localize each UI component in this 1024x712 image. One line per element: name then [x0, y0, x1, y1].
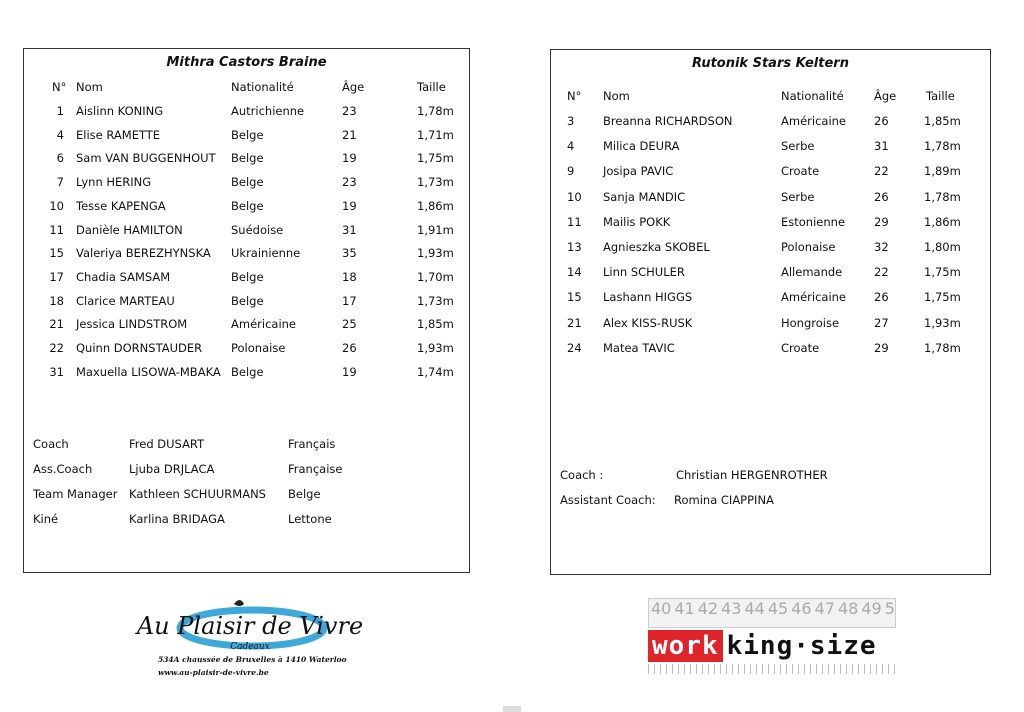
cell-nat: Belge	[231, 127, 264, 142]
cell-age: 26	[874, 290, 889, 305]
ruler-number: 41	[674, 599, 695, 618]
table-row	[24, 341, 469, 359]
cell-no: 11	[49, 222, 64, 237]
cell-nat: Américaine	[781, 290, 846, 305]
staff-role: Team Manager	[33, 487, 118, 501]
header-no: N°	[567, 89, 582, 103]
cell-nat: Serbe	[781, 189, 815, 204]
cell-taille: 1,85m	[924, 114, 961, 128]
cell-taille: 1,73m	[417, 175, 454, 190]
cell-age: 19	[342, 151, 357, 166]
cell-nat: Américaine	[781, 114, 846, 128]
cell-taille: 1,78m	[924, 340, 961, 355]
cell-taille: 1,71m	[417, 127, 454, 142]
cell-age: 35	[342, 246, 357, 261]
cell-nom: Quinn DORNSTAUDER	[76, 341, 203, 355]
staff-name: Fred DUSART	[129, 437, 205, 451]
cell-nat: Autrichienne	[231, 104, 305, 118]
cell-no: 22	[49, 341, 64, 355]
cell-age: 29	[874, 214, 889, 229]
cell-age: 19	[342, 198, 357, 213]
cell-age: 31	[342, 222, 357, 237]
cell-nom: Alex KISS-RUSK	[603, 315, 693, 330]
cell-taille: 1,93m	[417, 341, 454, 355]
cell-no: 13	[567, 240, 582, 254]
header-no: N°	[52, 80, 67, 94]
cell-nom: Milica DEURA	[603, 139, 680, 154]
header-age: Âge	[342, 80, 365, 94]
cell-nom: Breanna RICHARDSON	[603, 114, 733, 128]
cell-no: 17	[49, 269, 64, 284]
cell-age: 17	[342, 293, 357, 308]
cell-no: 18	[49, 293, 64, 308]
cell-age: 23	[342, 175, 357, 190]
table-header	[24, 80, 469, 98]
staff-name: Romina CIAPPINA	[674, 493, 774, 507]
table-row	[551, 265, 990, 283]
ruler-number: 5	[884, 599, 895, 618]
cell-nat: Belge	[231, 151, 264, 166]
table-row	[551, 240, 990, 258]
cell-no: 3	[567, 114, 575, 128]
cell-nom: Josipa PAVIC	[603, 164, 674, 179]
cell-no: 11	[567, 214, 582, 229]
staff-role: Kiné	[33, 512, 59, 526]
brand-king-size: king·size	[726, 631, 877, 661]
cell-no: 21	[49, 317, 64, 332]
sponsor-logo-working-size	[648, 598, 896, 676]
cell-nom: Lynn HERING	[76, 175, 152, 190]
ruler-strip	[648, 598, 896, 628]
table-row	[24, 175, 469, 193]
cell-nom: Matea TAVIC	[603, 340, 675, 355]
cell-nom: Elise RAMETTE	[76, 127, 161, 142]
cell-age: 22	[874, 265, 889, 280]
cell-age: 31	[874, 139, 889, 154]
staff-row	[24, 512, 469, 530]
cell-age: 25	[342, 317, 357, 332]
table-row	[551, 316, 990, 334]
page-indicator	[503, 706, 521, 712]
staff-row	[24, 487, 469, 505]
cell-nom: Jessica LINDSTROM	[76, 317, 188, 332]
cell-age: 26	[874, 114, 889, 128]
staff-name: Ljuba DRJLACA	[129, 462, 215, 476]
cell-taille: 1,78m	[924, 189, 961, 204]
cell-nat: Belge	[231, 364, 264, 379]
ruler-bottom	[648, 664, 896, 674]
cell-taille: 1,75m	[924, 290, 961, 305]
table-row	[551, 139, 990, 157]
cell-no: 14	[567, 265, 582, 280]
cell-nom: Lashann HIGGS	[603, 290, 693, 305]
cell-no: 1	[56, 104, 64, 118]
table-row	[551, 190, 990, 208]
ruler-number: 47	[814, 599, 835, 618]
table-row	[551, 290, 990, 308]
cell-nom: Tesse KAPENGA	[76, 198, 166, 213]
cell-nat: Belge	[231, 293, 264, 308]
cell-age: 26	[874, 189, 889, 204]
cell-taille: 1,70m	[417, 269, 454, 284]
staff-role: Coach :	[560, 468, 604, 482]
cell-no: 10	[49, 198, 64, 213]
cell-no: 7	[56, 175, 64, 190]
cell-nom: Linn SCHULER	[603, 265, 685, 280]
table-row	[24, 270, 469, 288]
brand-work: work	[648, 630, 723, 662]
cell-taille: 1,93m	[924, 315, 961, 330]
team-title: Mithra Castors Braine	[166, 55, 327, 70]
staff-nat: Française	[288, 462, 343, 476]
cell-nat: Estonienne	[781, 214, 846, 229]
cell-nom: Sanja MANDIC	[603, 189, 686, 204]
header-nom: Nom	[76, 80, 103, 94]
team-panel-right	[550, 49, 991, 575]
team-panel-left	[23, 48, 470, 573]
team-title: Rutonik Stars Keltern	[692, 56, 849, 71]
table-row	[24, 223, 469, 241]
ruler-number: 44	[744, 599, 765, 618]
table-row	[24, 128, 469, 146]
cell-nom: Aislinn KONING	[76, 104, 164, 118]
ruler-number: 40	[651, 599, 672, 618]
table-row	[24, 104, 469, 122]
cell-nat: Polonaise	[781, 240, 836, 254]
staff-nat: Belge	[288, 487, 321, 501]
cell-nom: Agnieszka SKOBEL	[603, 240, 710, 254]
ruler-number: 42	[697, 599, 719, 618]
cell-taille: 1,75m	[417, 151, 454, 166]
cell-no: 31	[49, 364, 64, 379]
table-row	[551, 164, 990, 182]
staff-name: Karlina BRIDAGA	[129, 512, 225, 526]
cell-no: 6	[56, 151, 64, 166]
staff-row	[551, 468, 990, 486]
table-row	[24, 365, 469, 383]
staff-role: Ass.Coach	[33, 462, 93, 476]
cell-nat: Ukrainienne	[231, 246, 301, 261]
cell-no: 4	[56, 127, 64, 142]
cell-age: 21	[342, 127, 357, 142]
cell-age: 22	[874, 164, 889, 179]
sponsor-name: Au Plaisir de Vivre	[136, 612, 364, 640]
staff-name: Kathleen SCHUURMANS	[129, 487, 266, 501]
staff-row	[24, 437, 469, 455]
staff-row	[551, 493, 990, 511]
cell-nat: Belge	[231, 198, 264, 213]
staff-row	[24, 462, 469, 480]
header-nom: Nom	[603, 89, 630, 103]
cell-no: 4	[567, 139, 575, 154]
header-taille: Taille	[417, 80, 446, 94]
cell-no: 10	[567, 189, 582, 204]
cell-nom: Sam VAN BUGGENHOUT	[76, 151, 216, 166]
cell-nom: Clarice MARTEAU	[76, 293, 175, 308]
cell-age: 27	[874, 315, 889, 330]
cell-taille: 1,73m	[417, 293, 454, 308]
ruler-number: 45	[767, 599, 789, 618]
staff-role: Coach	[33, 437, 69, 451]
staff-name: Christian HERGENROTHER	[676, 468, 828, 482]
sponsor-tagline: Cadeaux	[230, 642, 270, 652]
cell-taille: 1,91m	[417, 222, 454, 237]
cell-nat: Polonaise	[231, 341, 286, 355]
cell-nat: Belge	[231, 175, 264, 190]
table-row	[24, 317, 469, 335]
cell-nat: Serbe	[781, 139, 815, 154]
header-nationalite: Nationalité	[781, 89, 844, 103]
table-row	[551, 114, 990, 132]
cell-nom: Mailis POKK	[603, 214, 671, 229]
staff-nat: Lettone	[288, 512, 332, 526]
cell-nat: Allemande	[781, 265, 843, 280]
cell-no: 15	[49, 246, 64, 261]
cell-no: 24	[567, 340, 582, 355]
cell-nat: Croate	[781, 340, 820, 355]
cell-nat: Américaine	[231, 317, 296, 332]
cell-taille: 1,86m	[417, 198, 454, 213]
staff-role: Assistant Coach:	[560, 493, 656, 507]
table-row	[24, 246, 469, 264]
cell-nat: Suédoise	[231, 222, 284, 237]
cell-taille: 1,93m	[417, 246, 454, 261]
cell-taille: 1,86m	[924, 214, 961, 229]
table-row	[24, 294, 469, 312]
table-row	[551, 341, 990, 359]
cell-no: 21	[567, 315, 582, 330]
staff-nat: Français	[288, 437, 336, 451]
cell-no: 15	[567, 290, 582, 305]
table-row	[24, 199, 469, 217]
cell-nat: Belge	[231, 269, 264, 284]
header-nationalite: Nationalité	[231, 80, 294, 94]
cell-age: 26	[342, 341, 357, 355]
cell-taille: 1,75m	[924, 265, 961, 280]
table-row	[551, 215, 990, 233]
cell-taille: 1,89m	[924, 164, 961, 179]
cell-age: 32	[874, 240, 889, 254]
cell-no: 9	[567, 164, 575, 179]
cell-taille: 1,78m	[924, 139, 961, 154]
table-header	[551, 89, 990, 107]
cell-taille: 1,80m	[924, 240, 961, 254]
cell-nat: Croate	[781, 164, 820, 179]
cell-age: 23	[342, 104, 357, 118]
cell-nom: Valeriya BEREZHYNSKA	[76, 246, 211, 261]
cell-taille: 1,85m	[417, 317, 454, 332]
cell-nat: Hongroise	[781, 315, 840, 330]
table-row	[24, 151, 469, 169]
ruler-number: 46	[791, 599, 812, 618]
ruler-number: 49	[861, 599, 882, 618]
sponsor-address: 534A chaussée de Bruxelles à 1410 Waterloo	[158, 655, 347, 664]
header-taille: Taille	[926, 89, 955, 103]
cell-taille: 1,78m	[417, 104, 454, 118]
header-age: Âge	[874, 89, 897, 103]
sponsor-logo-au-plaisir-de-vivre	[134, 598, 366, 682]
cell-age: 29	[874, 340, 889, 355]
cell-nom: Maxuella LISOWA-MBAKA	[76, 364, 221, 379]
cell-age: 18	[342, 269, 357, 284]
cell-age: 19	[342, 364, 357, 379]
cell-taille: 1,74m	[417, 364, 454, 379]
cell-nom: Chadia SAMSAM	[76, 269, 171, 284]
cell-nom: Danièle HAMILTON	[76, 222, 183, 237]
ruler-number: 48	[838, 599, 859, 618]
ruler-number: 43	[721, 599, 742, 618]
sponsor-url: www.au-plaisir-de-vivre.be	[158, 668, 269, 677]
